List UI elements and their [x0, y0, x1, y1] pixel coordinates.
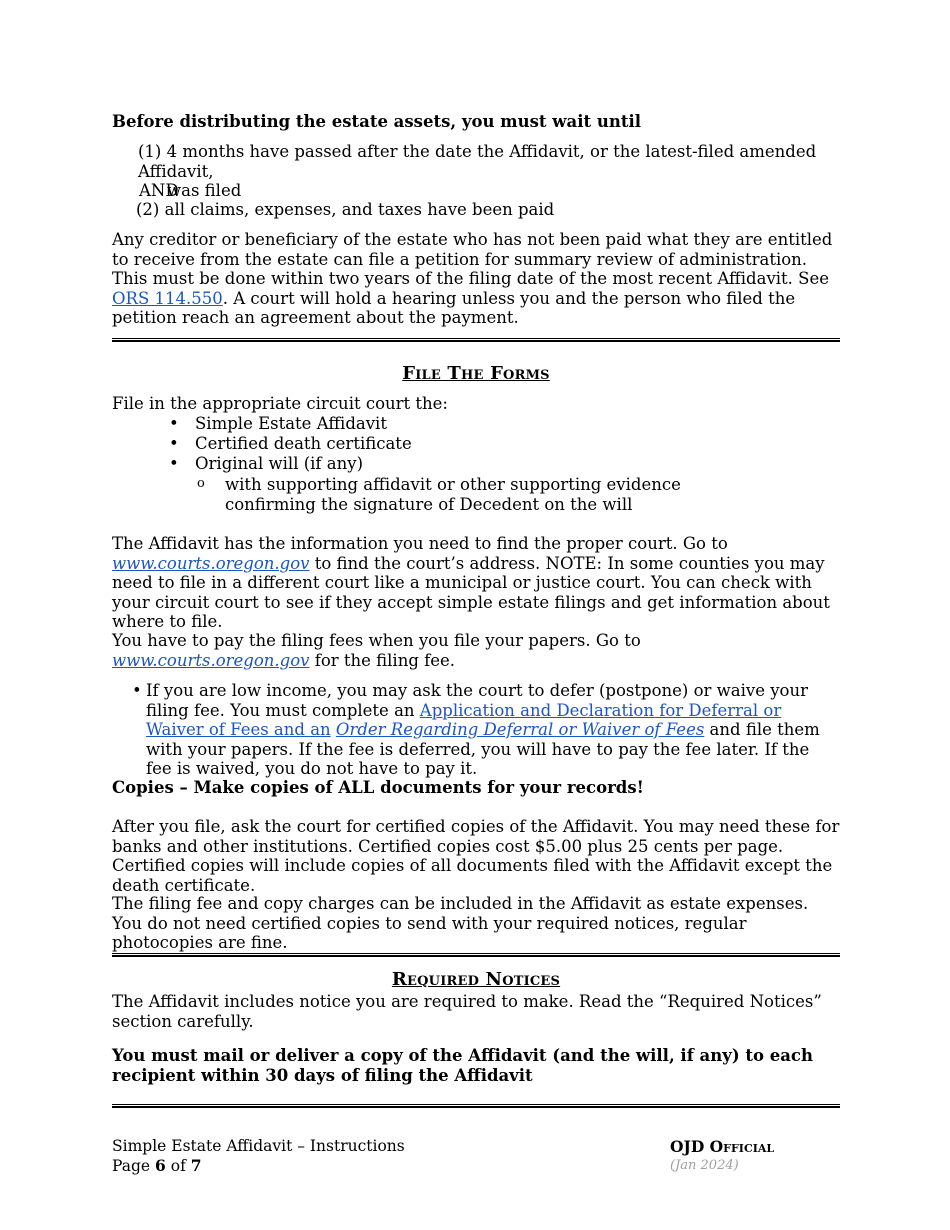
courts-link-2[interactable]: www.courts.oregon.gov: [112, 650, 310, 670]
section-divider: [112, 953, 840, 957]
court-text-end: to find the court’s address. NOTE: In some counties you may need to file in a different court like a municipal or justice court. You can check with your circuit court to see if they accept simple estate filings and get information about where to file.: [112, 553, 830, 632]
wait-heading: Before distributing the estate assets, you must wait until: [112, 112, 641, 131]
waiver-application-link[interactable]: Application and Declaration for Deferral or Waiver of Fees and an: [146, 700, 782, 740]
page-total: 7: [190, 1156, 202, 1175]
footer-doc-title: Simple Estate Affidavit – Instructions: [112, 1137, 405, 1155]
and-label: AND: [139, 181, 179, 200]
list-item: [169, 454, 829, 514]
wait-item-2: [136, 200, 554, 220]
court-text: The Affidavit has the information you need to find the proper court. Go to: [112, 534, 728, 553]
file-forms-heading: File The Forms: [402, 363, 550, 384]
fee-waiver-text-start: If you are low income, you may ask the court to defer (postpone) or waive your filing fee. You must complete an: [146, 681, 808, 720]
footer-date: (Jan 2024): [670, 1158, 739, 1173]
list-item: • Certified death certificate: [169, 434, 829, 454]
page-current: 6: [155, 1156, 166, 1175]
footer-page-number: [112, 1156, 405, 1176]
notices-deadline: You must mail or deliver a copy of the Affidavit (and the will, if any) to each recipient within 30 days of filing the Affidavit: [112, 1046, 813, 1085]
courts-link-1[interactable]: www.courts.oregon.gov: [112, 553, 310, 573]
list-item: • Simple Estate Affidavit: [169, 414, 829, 434]
footer-right: [670, 1137, 774, 1175]
forms-list: [169, 414, 829, 514]
copies-paragraph-1: After you file, ask the court for certified copies of the Affidavit. You may need these for banks and other institutions. Certified copies cost $5.00 plus 25 cents per page. Certified copies will include copies of all documents filed with the Affidavit except the death certificate.: [112, 817, 840, 895]
item-2-number: (2): [136, 200, 160, 219]
footer-official: OJD Official: [670, 1137, 775, 1156]
creditor-text-end: . A court will hold a hearing unless you and the person who filed the petition reach an agreement about the payment.: [112, 288, 796, 328]
notices-paragraph: The Affidavit includes notice you are required to make. Read the “Required Notices” section carefully.: [112, 992, 822, 1031]
sub-list-item: o with supporting affidavit or other supporting evidence confirming the signature of Decedent on the will: [169, 475, 775, 514]
bullet-dot: •: [132, 681, 142, 700]
wait-item-1: [138, 142, 848, 201]
waiver-order-link[interactable]: Order Regarding Deferral or Waiver of Fees: [335, 720, 705, 740]
of-label: of: [170, 1157, 186, 1175]
fee-waiver-text: [132, 681, 840, 779]
fees-text: You have to pay the filing fees when you file your papers. Go to: [112, 631, 641, 650]
ors-link[interactable]: ORS 114.550: [112, 288, 223, 308]
fees-paragraph: [112, 631, 840, 670]
required-notices-heading: Required Notices: [391, 969, 561, 990]
item-2-text: all claims, expenses, and taxes have been paid: [164, 200, 555, 219]
creditor-text: Any creditor or beneficiary of the estate who has not been paid what they are entitled to receive from the estate can file a petition for summary review of administration. This must be done within two years of the filing date of the most recent Affidavit. See: [112, 230, 833, 289]
footer-left: [112, 1137, 405, 1176]
file-intro: File in the appropriate circuit court the:: [112, 394, 448, 413]
page-label: Page: [112, 1157, 151, 1175]
copies-paragraph-2: The filing fee and copy charges can be included in the Affidavit as estate expenses. You do not need certified copies to send with your required notices, regular photocopies are fine.: [112, 894, 809, 953]
sub-list: [169, 475, 775, 514]
section-divider: [112, 338, 840, 342]
item-1-line-2: was filed: [167, 181, 242, 201]
fee-waiver-text-end: and file them with your papers. If the fee is deferred, you will have to pay the fee later. If the fee is waived, you do not have to pay it.: [146, 720, 820, 779]
court-paragraph: [112, 534, 840, 632]
section-divider: [112, 1104, 840, 1108]
fee-waiver-bullet: [132, 681, 840, 779]
list-item-text: Original will (if any): [195, 454, 364, 473]
item-1-line-1: 4 months have passed after the date the Affidavit, or the latest-filed amended Affidavit,: [138, 142, 817, 181]
copies-heading: Copies – Make copies of ALL documents for your records!: [112, 778, 644, 797]
item-1-number: (1): [138, 142, 162, 161]
creditor-paragraph: [112, 230, 840, 328]
fees-text-end: for the filing fee.: [309, 650, 456, 670]
